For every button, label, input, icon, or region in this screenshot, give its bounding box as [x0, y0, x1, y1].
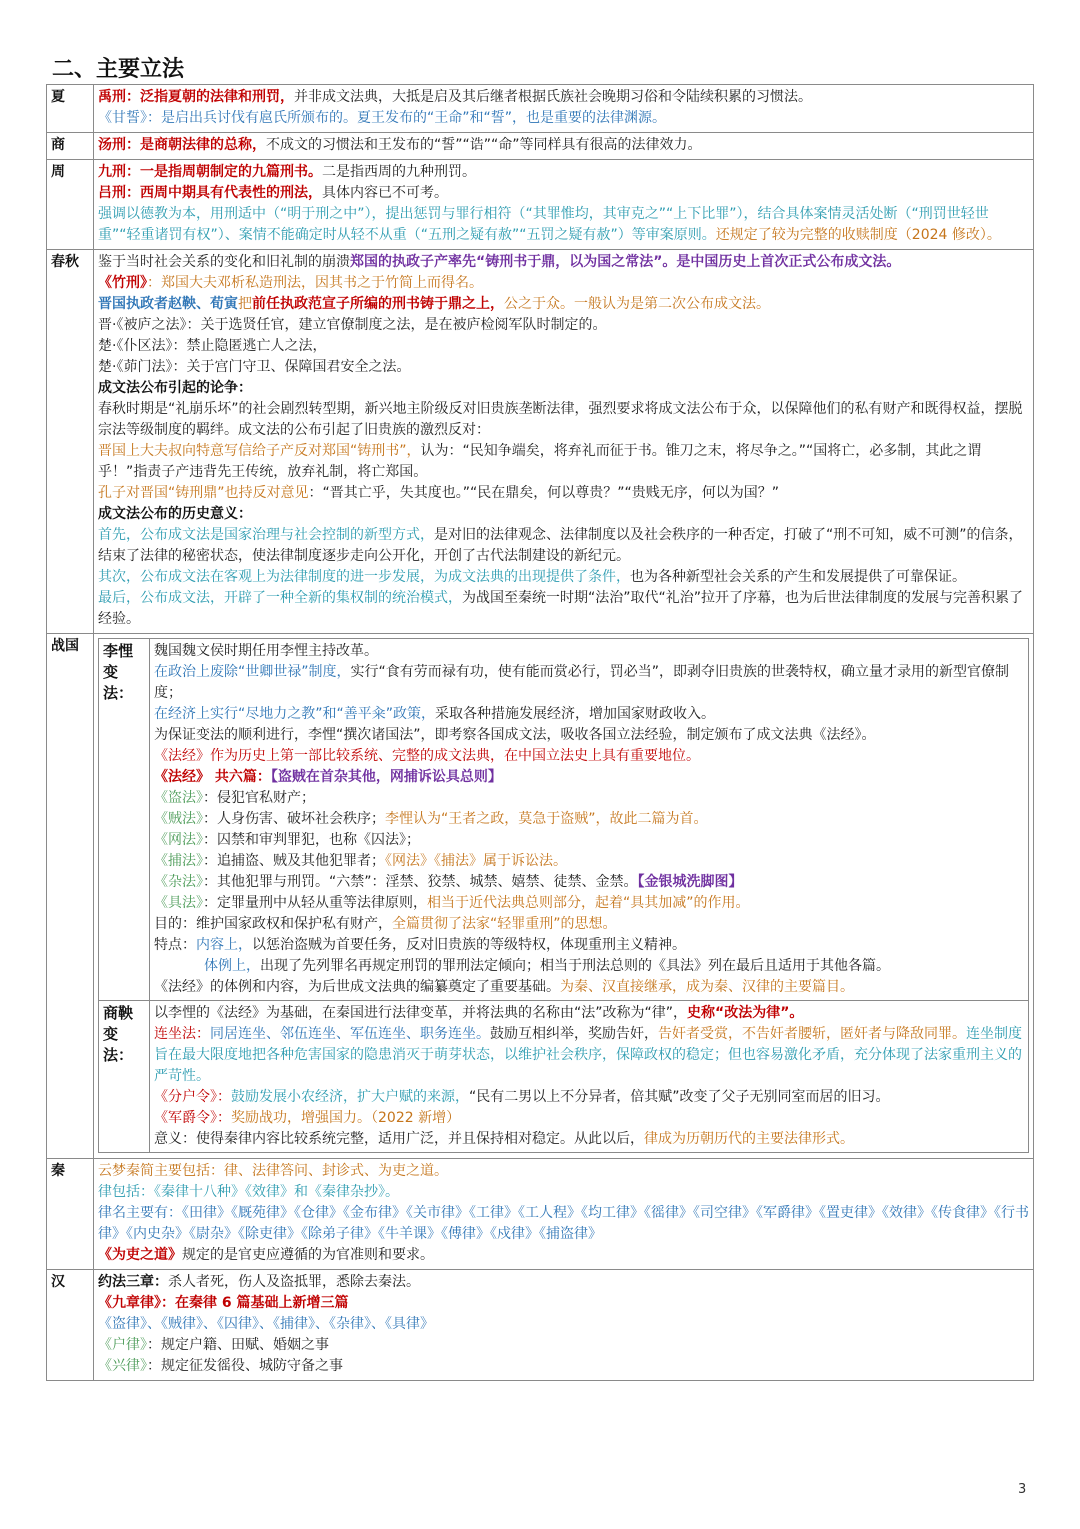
zhou-principles: 强调以德教为本，用刑适中（“明于刑之中”），提出惩罚与罪行相符（“其罪惟均，其审克之”“上下比罪”），结合具体案情灵活处断（“刑罚世轻世重”“轻重诸罚有权”）、案情不能确定时从轻不从重（“五刑之疑有赦”“五罚之疑有赦”）等审案原则。	[98, 206, 989, 243]
zhou-jiuxing-term: 九刑：一是指周朝制定的九篇刑书。	[98, 164, 322, 180]
era-qin: 秦	[47, 1159, 94, 1270]
shangyang-content: 以李悝的《法经》为基础，在秦国进行法律变革，并将法典的名称由“法”改称为“律”，史称“改法为律”。 连坐法：同居连坐、邻伍连坐、军伍连坐、职务连坐。鼓励互相纠举，奖励告奸，告奸者受赏，不告奸者腰斩，匿奸者与降敌同罪。连坐制度旨在最大限度地把各种危害国家的隐患消灭于萌芽状态，以维护社会秩序，保障政权的稳定；但也容易激化矛盾，充分体现了法家重刑主义的严苛性。 《分户令》：鼓励发展小农经济，扩大户赋的来源，“民有二男以上不分异者，倍其赋”改变了父子无别同室而居的旧习。 《军爵令》：奖励战功，增强国力。（2022 新增） 意义：使得秦律内容比较系统完整，适用广泛，并且保持相对稳定。从此以后，律成为历朝历代的主要法律形式。	[150, 1001, 1029, 1153]
era-zhanguo: 战国	[47, 634, 94, 1159]
page-number: 3	[1018, 1482, 1027, 1497]
dispute-heading: 成文法公布引起的论争：	[98, 380, 252, 396]
era-zhou: 周	[47, 160, 94, 250]
significance-heading: 成文法公布的历史意义：	[98, 506, 252, 522]
xia-yuxing-term: 禹刑：泛指夏朝的法律和刑罚，	[98, 89, 294, 105]
content-shang: 汤刑：是商朝法律的总称，不成文的习惯法和王发布的“誓”“诰”“命”等同样具有很高的法律效力。	[94, 133, 1034, 160]
shangyang-label: 商鞅变法：	[99, 1001, 150, 1153]
row-shang	[47, 133, 1034, 160]
likui-label: 李悝变法：	[99, 639, 150, 1001]
era-han: 汉	[47, 1270, 94, 1381]
likui-content: 魏国魏文侯时期任用李悝主持改革。 在政治上废除“世卿世禄”制度，实行“食有劳而禄有功，使有能而赏必行，罚必当”，即剥夺旧贵族的世袭特权，确立量才录用的新型官僚制度； 在经济上实行“尽地力之教”和“善平籴”政策，采取各种措施发展经济，增加国家财政收入。 为保证变法的顺利进行，李悝“撰次诸国法”，即考察各国成文法，吸收各国立法经验，制定颁布了成文法典《法经》。 《法经》作为历史上第一部比较系统、完整的成文法典，在中国立法史上具有重要地位。 《法经》 共六篇：【盗贼在首杂其他，网捕诉讼具总则】 《盗法》：侵犯官私财产； 《贼法》：人身伤害、破坏社会秩序；李悝认为“王者之政，莫急于盗贼”，故此二篇为首。 《网法》：囚禁和审判罪犯，也称《囚法》； 《捕法》：追捕盗、贼及其他犯罪者；《网法》《捕法》属于诉讼法。 《杂法》：其他犯罪与刑罚。“六禁”：淫禁、狡禁、城禁、嬉禁、徒禁、金禁。【金银城洗脚图】 《具法》：定罪量刑中从轻从重等法律原则，相当于近代法典总则部分，起着“具其加减”的作用。 目的：维护国家政权和保护私有财产，全篇贯彻了法家“轻罪重刑”的思想。 特点：内容上，以惩治盗贼为首要任务，反对旧贵族的等级特权，体现重刑主义精神。 体例上，出现了先列罪名再规定刑罚的罪刑法定倾向；相当于刑法总则的《具法》列在最后且适用于其他各篇。 《法经》的体例和内容，为后世成文法典的编纂奠定了重要基础。为秦、汉直接继承，成为秦、汉律的主要篇目。	[150, 639, 1029, 1001]
content-zhanguo	[94, 634, 1034, 1159]
xia-ganshi-line: 《甘誓》：是启出兵讨伐有扈氏所颁布的。夏王发布的“王命”和“誓”，也是重要的法律渊源。	[98, 110, 667, 126]
content-xia: 禹刑：泛指夏朝的法律和刑罚，并非成文法典，大抵是启及其后继者根据氏族社会晚期习俗和令陆续积累的习惯法。 《甘誓》：是启出兵讨伐有扈氏所颁布的。夏王发布的“王命”和“誓”，也是重要的法律渊源。	[94, 85, 1034, 133]
era-chunqiu: 春秋	[47, 250, 94, 634]
content-zhou: 九刑：一是指周朝制定的九篇刑书。二是指西周的九种刑罚。 吕刑：西周中期具有代表性的刑法，具体内容已不可考。 强调以德教为本，用刑适中（“明于刑之中”），提出惩罚与罪行相符（“其罪惟均，其审克之”“上下比罪”），结合具体案情灵活处断（“刑罚世轻世重”“轻重诸罚有权”）、案情不能确定时从轻不从重（“五刑之疑有赦”“五罚之疑有赦”）等审案原则。还规定了较为完整的收赎制度（2024 修改）。	[94, 160, 1034, 250]
row-qin	[47, 1159, 1034, 1270]
content-qin: 云梦秦简主要包括：律、法律答问、封诊式、为吏之道。 律包括：《秦律十八种》《效律》和《秦律杂抄》。 律名主要有：《田律》《厩苑律》《仓律》《金布律》《关市律》《工律》《工人程》《均工律》《徭律》《司空律》《军爵律》《置吏律》《效律》《传食律》《行书律》《内史杂》《尉杂》《除吏律》《除弟子律》《牛羊课》《傅律》《戍律》《捕盗律》 《为吏之道》规定的是官吏应遵循的为官准则和要求。	[94, 1159, 1034, 1270]
row-zhanguo	[47, 634, 1034, 1159]
row-xia	[47, 85, 1034, 133]
zichan-bronze-code: 郑国的执政子产率先“铸刑书于鼎，以为国之常法”。是中国历史上首次正式公布成文法。	[350, 254, 901, 270]
row-zhou	[47, 160, 1034, 250]
page-title: 二、主要立法	[52, 57, 185, 82]
row-han	[47, 1270, 1034, 1381]
content-han: 约法三章：杀人者死，伤人及盗抵罪，悉除去秦法。 《九章律》：在秦律 6 篇基础上新增三篇 《盗律》、《贼律》、《囚律》、《捕律》、《杂律》、《具律》 《户律》：规定户籍、田赋、婚姻之事 《兴律》：规定征发徭役、城防守备之事	[94, 1270, 1034, 1381]
content-chunqiu: 鉴于当时社会关系的变化和旧礼制的崩溃郑国的执政子产率先“铸刑书于鼎，以为国之常法”。是中国历史上首次正式公布成文法。 《竹刑》：郑国大夫邓析私造刑法，因其书之于竹简上而得名。 晋国执政者赵鞅、荀寅把前任执政范宣子所编的刑书铸于鼎之上，公之于众。一般认为是第二次公布成文法。 晋·《被庐之法》：关于选贤任官，建立官僚制度之法，是在被庐检阅军队时制定的。 楚·《仆区法》：禁止隐匿逃亡人之法， 楚·《茆门法》：关于宫门守卫、保障国君安全之法。 成文法公布引起的论争： 春秋时期是“礼崩乐坏”的社会剧烈转型期，新兴地主阶级反对旧贵族垄断法律，强烈要求将成文法公布于众，以保障他们的私有财产和既得权益，摆脱宗法等级制度的羁绊。成文法的公布引起了旧贵族的激烈反对： 晋国上大夫叔向特意写信给子产反对郑国“铸刑书”，认为：“民知争端矣，将弃礼而征于书。锥刀之末，将尽争之。”“国将亡，必多制，其此之谓乎！”指责子产违背先王传统，放弃礼制，将亡郑国。 孔子对晋国“铸刑鼎”也持反对意见：“晋其亡乎，失其度也。”“民在鼎矣，何以尊贵？”“贵贱无序，何以为国？” 成文法公布的历史意义： 首先，公布成文法是国家治理与社会控制的新型方式，是对旧的法律观念、法律制度以及社会秩序的一种否定，打破了“刑不可知，威不可测”的信条，结束了法律的秘密状态，使法律制度逐步走向公开化，开创了古代法制建设的新纪元。 其次，公布成文法在客观上为法律制度的进一步发展，为成文法典的出现提供了条件，也为各种新型社会关系的产生和发展提供了可靠保证。 最后，公布成文法，开辟了一种全新的集权制的统治模式，为战国至秦统一时期“法治”取代“礼治”拉开了序幕，也为后世法律制度的发展与完善积累了经验。	[94, 250, 1034, 634]
zhanguo-subtable	[98, 638, 1029, 1153]
row-shangyang	[99, 1001, 1029, 1153]
era-shang: 商	[47, 133, 94, 160]
shang-tangxing-term: 汤刑：是商朝法律的总称，	[98, 137, 266, 153]
row-likui	[99, 639, 1029, 1001]
zhou-lvxing-term: 吕刑：西周中期具有代表性的刑法，	[98, 185, 322, 201]
era-xia: 夏	[47, 85, 94, 133]
row-chunqiu	[47, 250, 1034, 634]
legislation-table	[46, 84, 1034, 1381]
